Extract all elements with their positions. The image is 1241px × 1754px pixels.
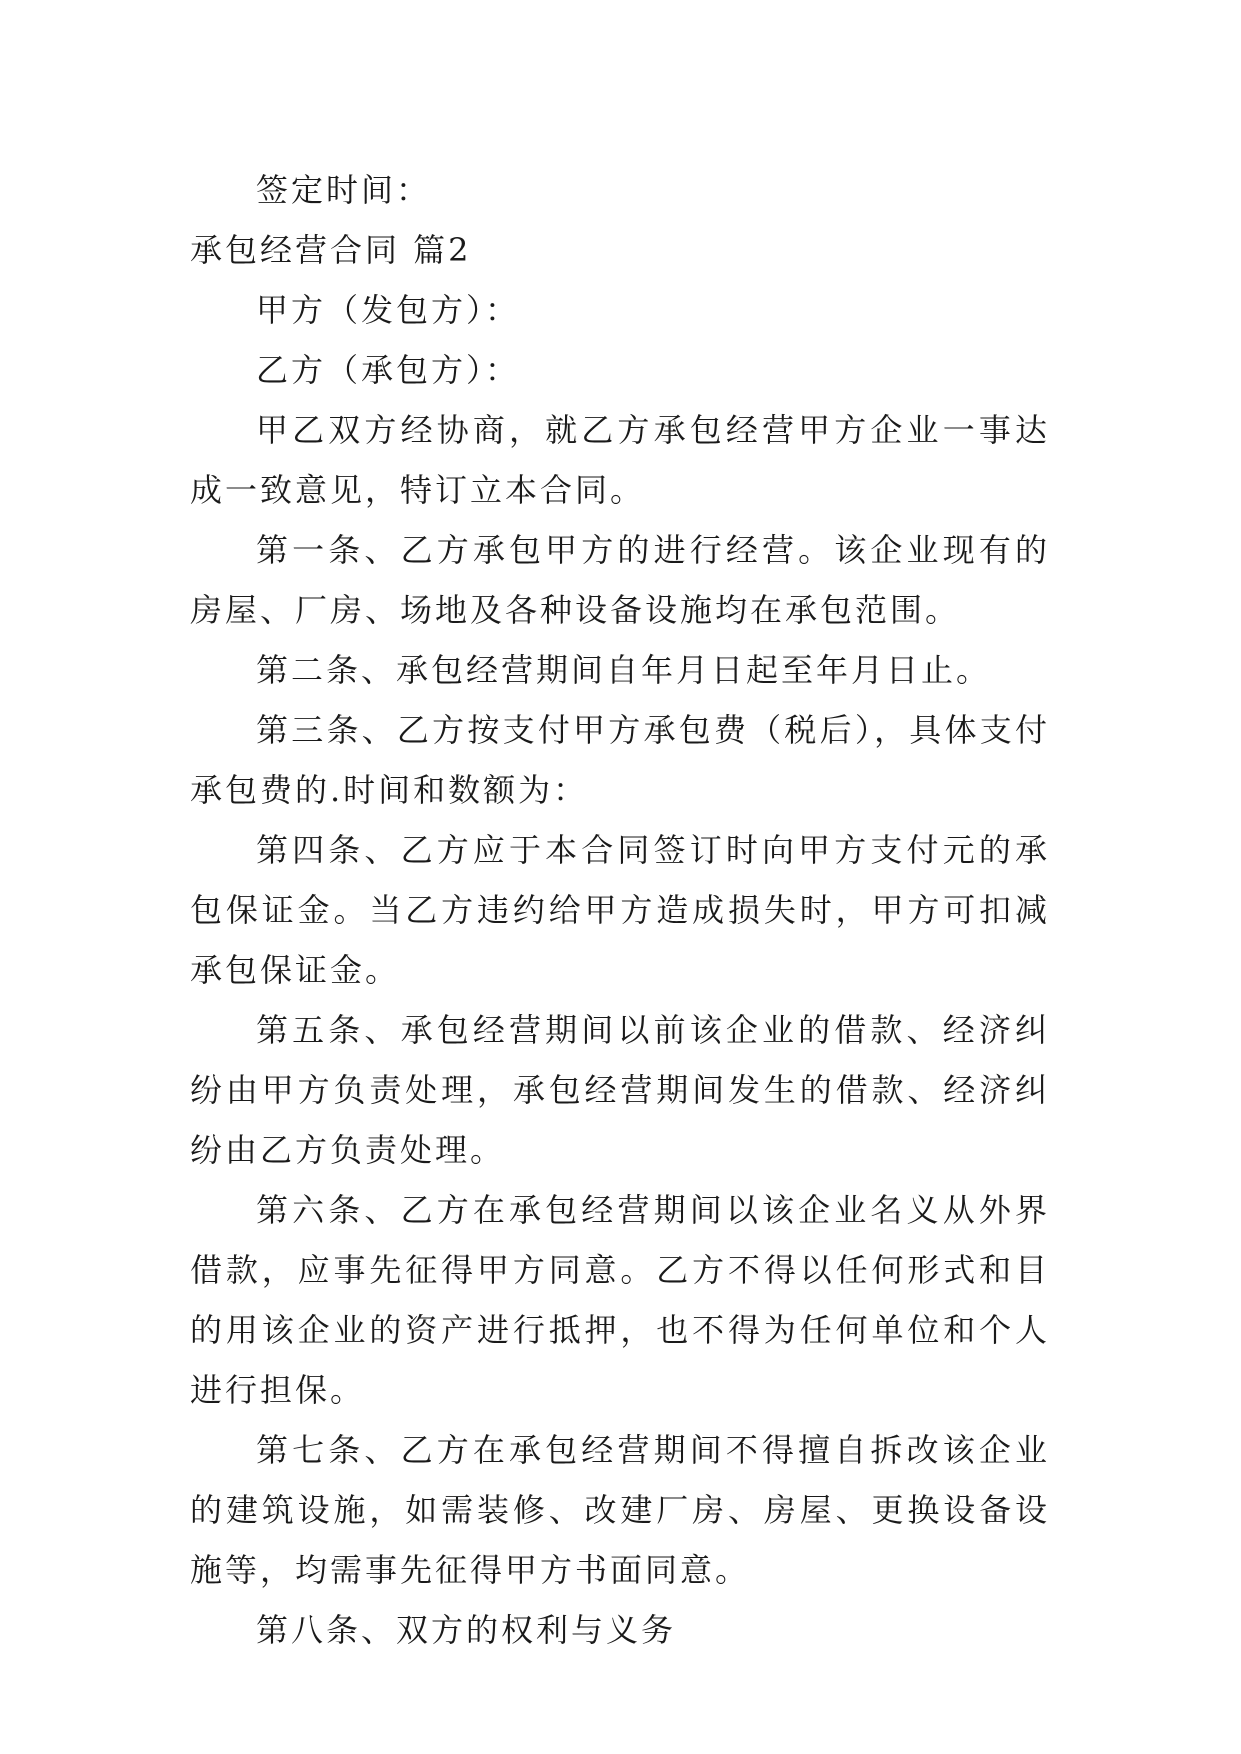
article-6: 第六条、乙方在承包经营期间以该企业名义从外界借款，应事先征得甲方同意。乙方不得以任何形式和目的用该企业的资产进行抵押，也不得为任何单位和个人进行担保。 [190, 1191, 1050, 1409]
article-2: 第二条、承包经营期间自年月日起至年月日止。 [256, 651, 992, 689]
article-5: 第五条、承包经营期间以前该企业的借款、经济纠纷由甲方负责处理，承包经营期间发生的借款、经济纠纷由乙方负责处理。 [190, 1011, 1050, 1169]
article-7: 第七条、乙方在承包经营期间不得擅自拆改该企业的建筑设施，如需装修、改建厂房、房屋、更换设备设施等，均需事先征得甲方书面同意。 [190, 1431, 1050, 1589]
article-4: 第四条、乙方应于本合同签订时向甲方支付元的承包保证金。当乙方违约给甲方造成损失时，甲方可扣减承包保证金。 [190, 831, 1050, 989]
document-body [190, 160, 1050, 1660]
article-1: 第一条、乙方承包甲方的进行经营。该企业现有的房屋、厂房、场地及各种设备设施均在承包范围。 [190, 531, 1050, 629]
party-b-line: 乙方（承包方）： [256, 351, 521, 389]
article-8: 第八条、双方的权利与义务 [256, 1611, 677, 1649]
signing-time-line: 签定时间： [256, 171, 432, 209]
article-3: 第三条、乙方按支付甲方承包费（税后），具体支付承包费的.时间和数额为： [190, 711, 1050, 809]
intro-paragraph: 甲乙双方经协商，就乙方承包经营甲方企业一事达成一致意见，特订立本合同。 [190, 411, 1050, 509]
section-title: 承包经营合同 篇2 [190, 231, 472, 269]
party-a-line: 甲方（发包方）： [256, 291, 521, 329]
